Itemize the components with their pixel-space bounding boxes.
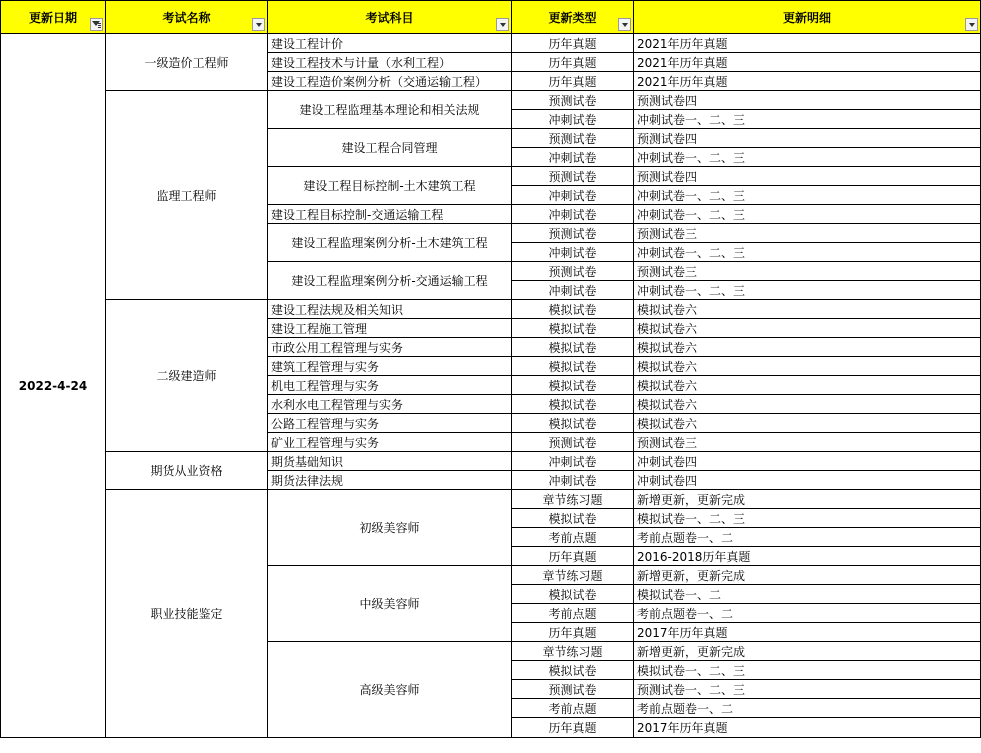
update-detail-cell[interactable]: 2017年历年真题	[634, 623, 981, 642]
update-detail-cell[interactable]: 2021年历年真题	[634, 34, 981, 53]
update-type-cell[interactable]: 模拟试卷	[512, 509, 634, 528]
header-exam-name	[106, 1, 268, 34]
subject-cell[interactable]: 建设工程技术与计量（水利工程）	[268, 53, 512, 72]
update-type-cell[interactable]: 考前点题	[512, 528, 634, 547]
update-detail-cell[interactable]: 冲刺试卷一、二、三	[634, 148, 981, 167]
update-detail-cell[interactable]: 新增更新，更新完成	[634, 490, 981, 509]
table-row	[1, 91, 981, 110]
filter-dropdown-icon[interactable]	[496, 18, 509, 31]
header-subject	[268, 1, 512, 34]
update-detail-cell[interactable]: 冲刺试卷一、二、三	[634, 243, 981, 262]
update-type-cell[interactable]: 历年真题	[512, 718, 634, 738]
header-row	[1, 1, 981, 34]
update-detail-cell[interactable]: 模拟试卷六	[634, 395, 981, 414]
update-type-cell[interactable]: 冲刺试卷	[512, 281, 634, 300]
subject-cell[interactable]: 高级美容师	[268, 642, 512, 738]
filter-active-icon[interactable]	[90, 18, 103, 31]
update-type-cell[interactable]: 历年真题	[512, 547, 634, 566]
subject-cell[interactable]: 机电工程管理与实务	[268, 376, 512, 395]
subject-cell[interactable]: 建设工程监理案例分析-土木建筑工程	[268, 224, 512, 262]
update-type-cell[interactable]: 预测试卷	[512, 262, 634, 281]
update-type-cell[interactable]: 模拟试卷	[512, 357, 634, 376]
subject-cell[interactable]: 建设工程监理基本理论和相关法规	[268, 91, 512, 129]
update-type-cell[interactable]: 冲刺试卷	[512, 243, 634, 262]
update-detail-cell[interactable]: 冲刺试卷一、二、三	[634, 205, 981, 224]
subject-cell[interactable]: 中级美容师	[268, 566, 512, 642]
table-row	[1, 490, 981, 509]
update-detail-cell[interactable]: 模拟试卷六	[634, 376, 981, 395]
filter-dropdown-icon[interactable]	[252, 18, 265, 31]
update-detail-cell[interactable]: 预测试卷三	[634, 224, 981, 243]
update-detail-cell[interactable]: 考前点题卷一、二	[634, 604, 981, 623]
update-detail-cell[interactable]: 考前点题卷一、二	[634, 699, 981, 718]
update-detail-cell[interactable]: 冲刺试卷一、二、三	[634, 186, 981, 205]
exam-name-cell[interactable]: 监理工程师	[106, 91, 268, 300]
update-type-cell[interactable]: 预测试卷	[512, 680, 634, 699]
update-type-cell[interactable]: 模拟试卷	[512, 395, 634, 414]
header-update-type-label: 更新类型	[548, 10, 597, 25]
update-detail-cell[interactable]: 冲刺试卷四	[634, 471, 981, 490]
table-row	[1, 34, 981, 53]
update-detail-cell[interactable]: 冲刺试卷一、二、三	[634, 281, 981, 300]
update-type-cell[interactable]: 模拟试卷	[512, 300, 634, 319]
update-detail-cell[interactable]: 2016-2018历年真题	[634, 547, 981, 566]
header-subject-label: 考试科目	[365, 10, 414, 25]
update-date-cell[interactable]: 2022-4-24	[1, 34, 106, 738]
update-type-cell[interactable]: 考前点题	[512, 699, 634, 718]
update-type-cell[interactable]: 模拟试卷	[512, 661, 634, 680]
update-detail-cell[interactable]: 模拟试卷一、二、三	[634, 661, 981, 680]
update-type-cell[interactable]: 模拟试卷	[512, 338, 634, 357]
update-detail-cell[interactable]: 考前点题卷一、二	[634, 528, 981, 547]
header-update-detail-label: 更新明细	[782, 10, 831, 25]
table-row	[1, 452, 981, 471]
table-row	[1, 300, 981, 319]
update-type-cell[interactable]: 预测试卷	[512, 91, 634, 110]
update-detail-cell[interactable]: 预测试卷四	[634, 167, 981, 186]
update-detail-cell[interactable]: 模拟试卷六	[634, 300, 981, 319]
update-detail-cell[interactable]: 模拟试卷六	[634, 319, 981, 338]
exam-name-cell[interactable]: 二级建造师	[106, 300, 268, 452]
update-detail-cell[interactable]: 预测试卷一、二、三	[634, 680, 981, 699]
update-type-cell[interactable]: 预测试卷	[512, 433, 634, 452]
header-update-type	[512, 1, 634, 34]
update-type-cell[interactable]: 冲刺试卷	[512, 148, 634, 167]
update-type-cell[interactable]: 模拟试卷	[512, 414, 634, 433]
update-detail-cell[interactable]: 新增更新，更新完成	[634, 642, 981, 661]
exam-name-cell[interactable]: 职业技能鉴定	[106, 490, 268, 738]
filter-dropdown-icon[interactable]	[618, 18, 631, 31]
update-type-cell[interactable]: 考前点题	[512, 604, 634, 623]
header-update-date-label: 更新日期	[28, 10, 77, 25]
update-detail-cell[interactable]: 预测试卷三	[634, 433, 981, 452]
update-detail-cell[interactable]: 模拟试卷六	[634, 338, 981, 357]
subject-cell[interactable]: 矿业工程管理与实务	[268, 433, 512, 452]
subject-cell[interactable]: 公路工程管理与实务	[268, 414, 512, 433]
update-detail-cell[interactable]: 预测试卷四	[634, 91, 981, 110]
filter-dropdown-icon[interactable]	[965, 18, 978, 31]
exam-name-cell[interactable]: 期货从业资格	[106, 452, 268, 490]
subject-cell[interactable]: 建筑工程管理与实务	[268, 357, 512, 376]
subject-cell[interactable]: 建设工程法规及相关知识	[268, 300, 512, 319]
subject-cell[interactable]: 初级美容师	[268, 490, 512, 566]
header-exam-name-label: 考试名称	[162, 10, 211, 25]
update-type-cell[interactable]: 历年真题	[512, 72, 634, 91]
update-detail-cell[interactable]: 冲刺试卷一、二、三	[634, 110, 981, 129]
exam-name-cell[interactable]: 一级造价工程师	[106, 34, 268, 91]
update-type-cell[interactable]: 历年真题	[512, 623, 634, 642]
update-detail-cell[interactable]: 模拟试卷六	[634, 357, 981, 376]
subject-cell[interactable]: 建设工程施工管理	[268, 319, 512, 338]
subject-cell[interactable]: 建设工程造价案例分析（交通运输工程）	[268, 72, 512, 91]
update-detail-cell[interactable]: 预测试卷三	[634, 262, 981, 281]
subject-cell[interactable]: 建设工程目标控制-交通运输工程	[268, 205, 512, 224]
update-type-cell[interactable]: 冲刺试卷	[512, 110, 634, 129]
update-detail-cell[interactable]: 2021年历年真题	[634, 72, 981, 91]
update-detail-cell[interactable]: 2021年历年真题	[634, 53, 981, 72]
update-type-cell[interactable]: 预测试卷	[512, 224, 634, 243]
update-type-cell[interactable]: 模拟试卷	[512, 376, 634, 395]
subject-cell[interactable]: 建设工程监理案例分析-交通运输工程	[268, 262, 512, 300]
update-type-cell[interactable]: 冲刺试卷	[512, 186, 634, 205]
update-type-cell[interactable]: 预测试卷	[512, 167, 634, 186]
update-detail-cell[interactable]: 冲刺试卷四	[634, 452, 981, 471]
update-detail-cell[interactable]: 新增更新，更新完成	[634, 566, 981, 585]
subject-cell[interactable]: 水利水电工程管理与实务	[268, 395, 512, 414]
subject-cell[interactable]: 市政公用工程管理与实务	[268, 338, 512, 357]
header-update-date	[1, 1, 106, 34]
subject-cell[interactable]: 建设工程目标控制-土木建筑工程	[268, 167, 512, 205]
header-update-detail	[634, 1, 981, 34]
update-type-cell[interactable]: 章节练习题	[512, 490, 634, 509]
update-type-cell[interactable]: 章节练习题	[512, 642, 634, 661]
subject-cell[interactable]: 建设工程合同管理	[268, 129, 512, 167]
update-detail-cell[interactable]: 模拟试卷六	[634, 414, 981, 433]
update-type-cell[interactable]: 模拟试卷	[512, 585, 634, 604]
update-type-cell[interactable]: 模拟试卷	[512, 319, 634, 338]
update-detail-cell[interactable]: 模拟试卷一、二	[634, 585, 981, 604]
subject-cell[interactable]: 期货基础知识	[268, 452, 512, 471]
update-type-cell[interactable]: 冲刺试卷	[512, 452, 634, 471]
update-detail-cell[interactable]: 2017年历年真题	[634, 718, 981, 738]
update-type-cell[interactable]: 历年真题	[512, 53, 634, 72]
update-type-cell[interactable]: 冲刺试卷	[512, 205, 634, 224]
subject-cell[interactable]: 建设工程计价	[268, 34, 512, 53]
update-detail-cell[interactable]: 预测试卷四	[634, 129, 981, 148]
update-type-cell[interactable]: 冲刺试卷	[512, 471, 634, 490]
update-detail-cell[interactable]: 模拟试卷一、二、三	[634, 509, 981, 528]
subject-cell[interactable]: 期货法律法规	[268, 471, 512, 490]
update-type-cell[interactable]: 历年真题	[512, 34, 634, 53]
update-type-cell[interactable]: 章节练习题	[512, 566, 634, 585]
update-type-cell[interactable]: 预测试卷	[512, 129, 634, 148]
